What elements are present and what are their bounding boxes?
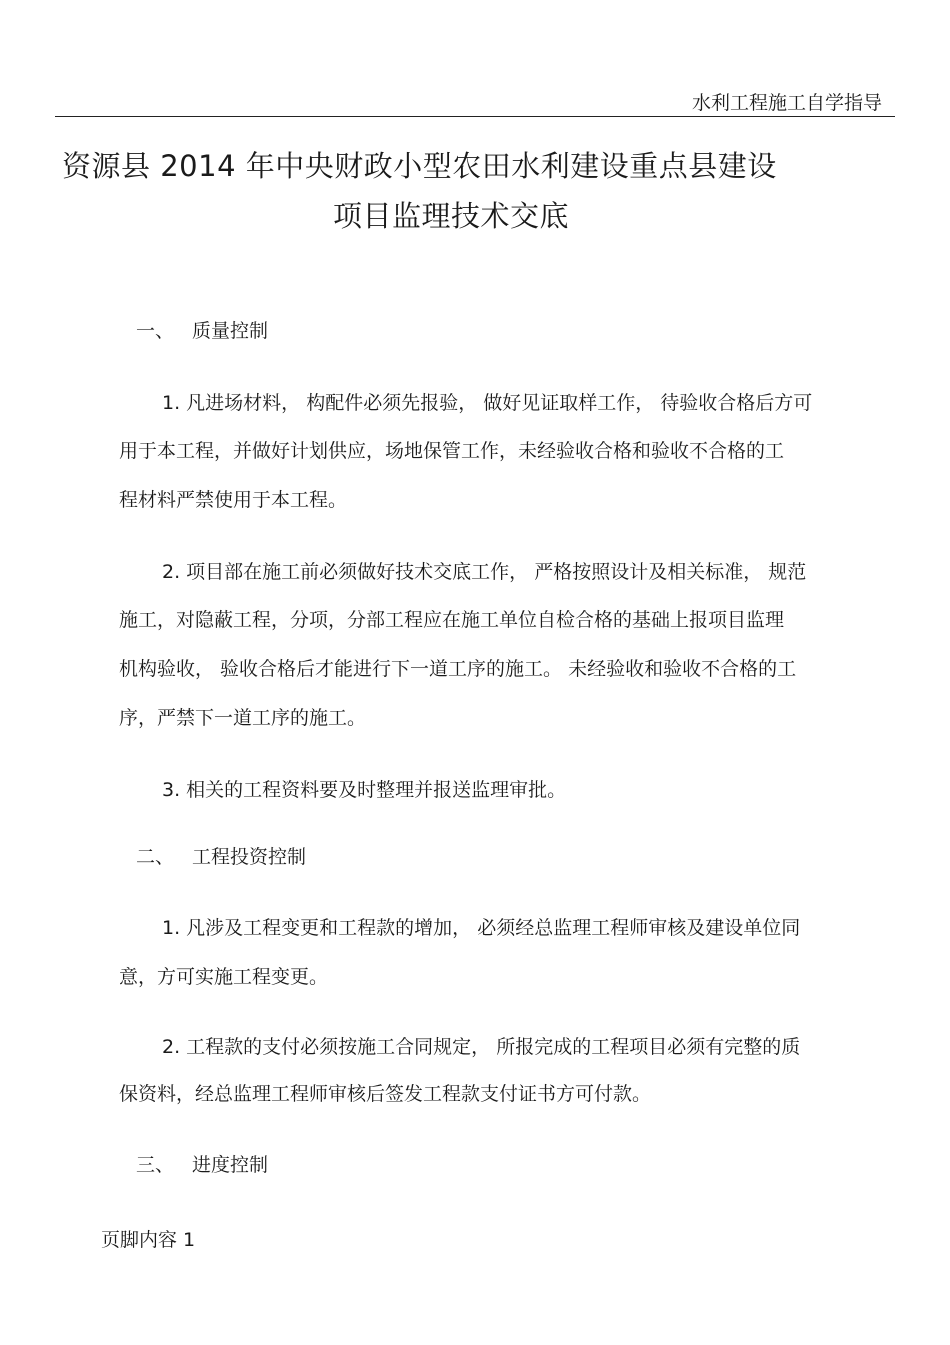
paragraph-line: 1. 凡进场材料， 构配件必须先报验， 做好见证取样工作， 待验收合格后方可 <box>162 392 813 414</box>
section-title: 质量控制 <box>192 320 269 342</box>
paragraph-line: 2. 工程款的支付必须按施工合同规定， 所报完成的工程项目必须有完整的质 <box>162 1036 801 1058</box>
paragraph-line: 机构验收， 验收合格后才能进行下一道工序的施工。 未经验收和验收不合格的工 <box>119 658 797 680</box>
section-number: 二、 <box>136 846 175 868</box>
section-heading-quality <box>136 316 268 343</box>
section-title: 进度控制 <box>192 1154 269 1176</box>
paragraph-line: 3. 相关的工程资料要及时整理并报送监理审批。 <box>162 779 567 801</box>
section-heading-investment <box>136 842 306 869</box>
paragraph-line: 用于本工程，并做好计划供应，场地保管工作，未经验收合格和验收不合格的工 <box>119 440 785 462</box>
section-number: 三、 <box>136 1154 175 1176</box>
paragraph-line: 2. 项目部在施工前必须做好技术交底工作， 严格按照设计及相关标准， 规范 <box>162 561 807 583</box>
section-heading-schedule <box>136 1150 268 1177</box>
section-title: 工程投资控制 <box>192 846 307 868</box>
page-header: 水利工程施工自学指导 <box>691 92 882 114</box>
document-title-line2: 项目监理技术交底 <box>333 199 570 233</box>
paragraph-line: 施工，对隐蔽工程，分项，分部工程应在施工单位自检合格的基础上报项目监理 <box>119 609 785 631</box>
paragraph-line: 程材料严禁使用于本工程。 <box>119 489 348 511</box>
page-footer: 页脚内容 1 <box>101 1229 196 1251</box>
paragraph-line: 1. 凡涉及工程变更和工程款的增加， 必须经总监理工程师审核及建设单位同 <box>162 917 801 939</box>
paragraph-line: 序，严禁下一道工序的施工。 <box>119 707 367 729</box>
paragraph-line: 保资料，经总监理工程师审核后签发工程款支付证书方可付款。 <box>119 1083 652 1105</box>
document-title-line1: 资源县 2014 年中央财政小型农田水利建设重点县建设 <box>62 149 777 183</box>
header-divider <box>55 116 895 117</box>
section-number: 一、 <box>136 320 175 342</box>
paragraph-line: 意，方可实施工程变更。 <box>119 966 329 988</box>
